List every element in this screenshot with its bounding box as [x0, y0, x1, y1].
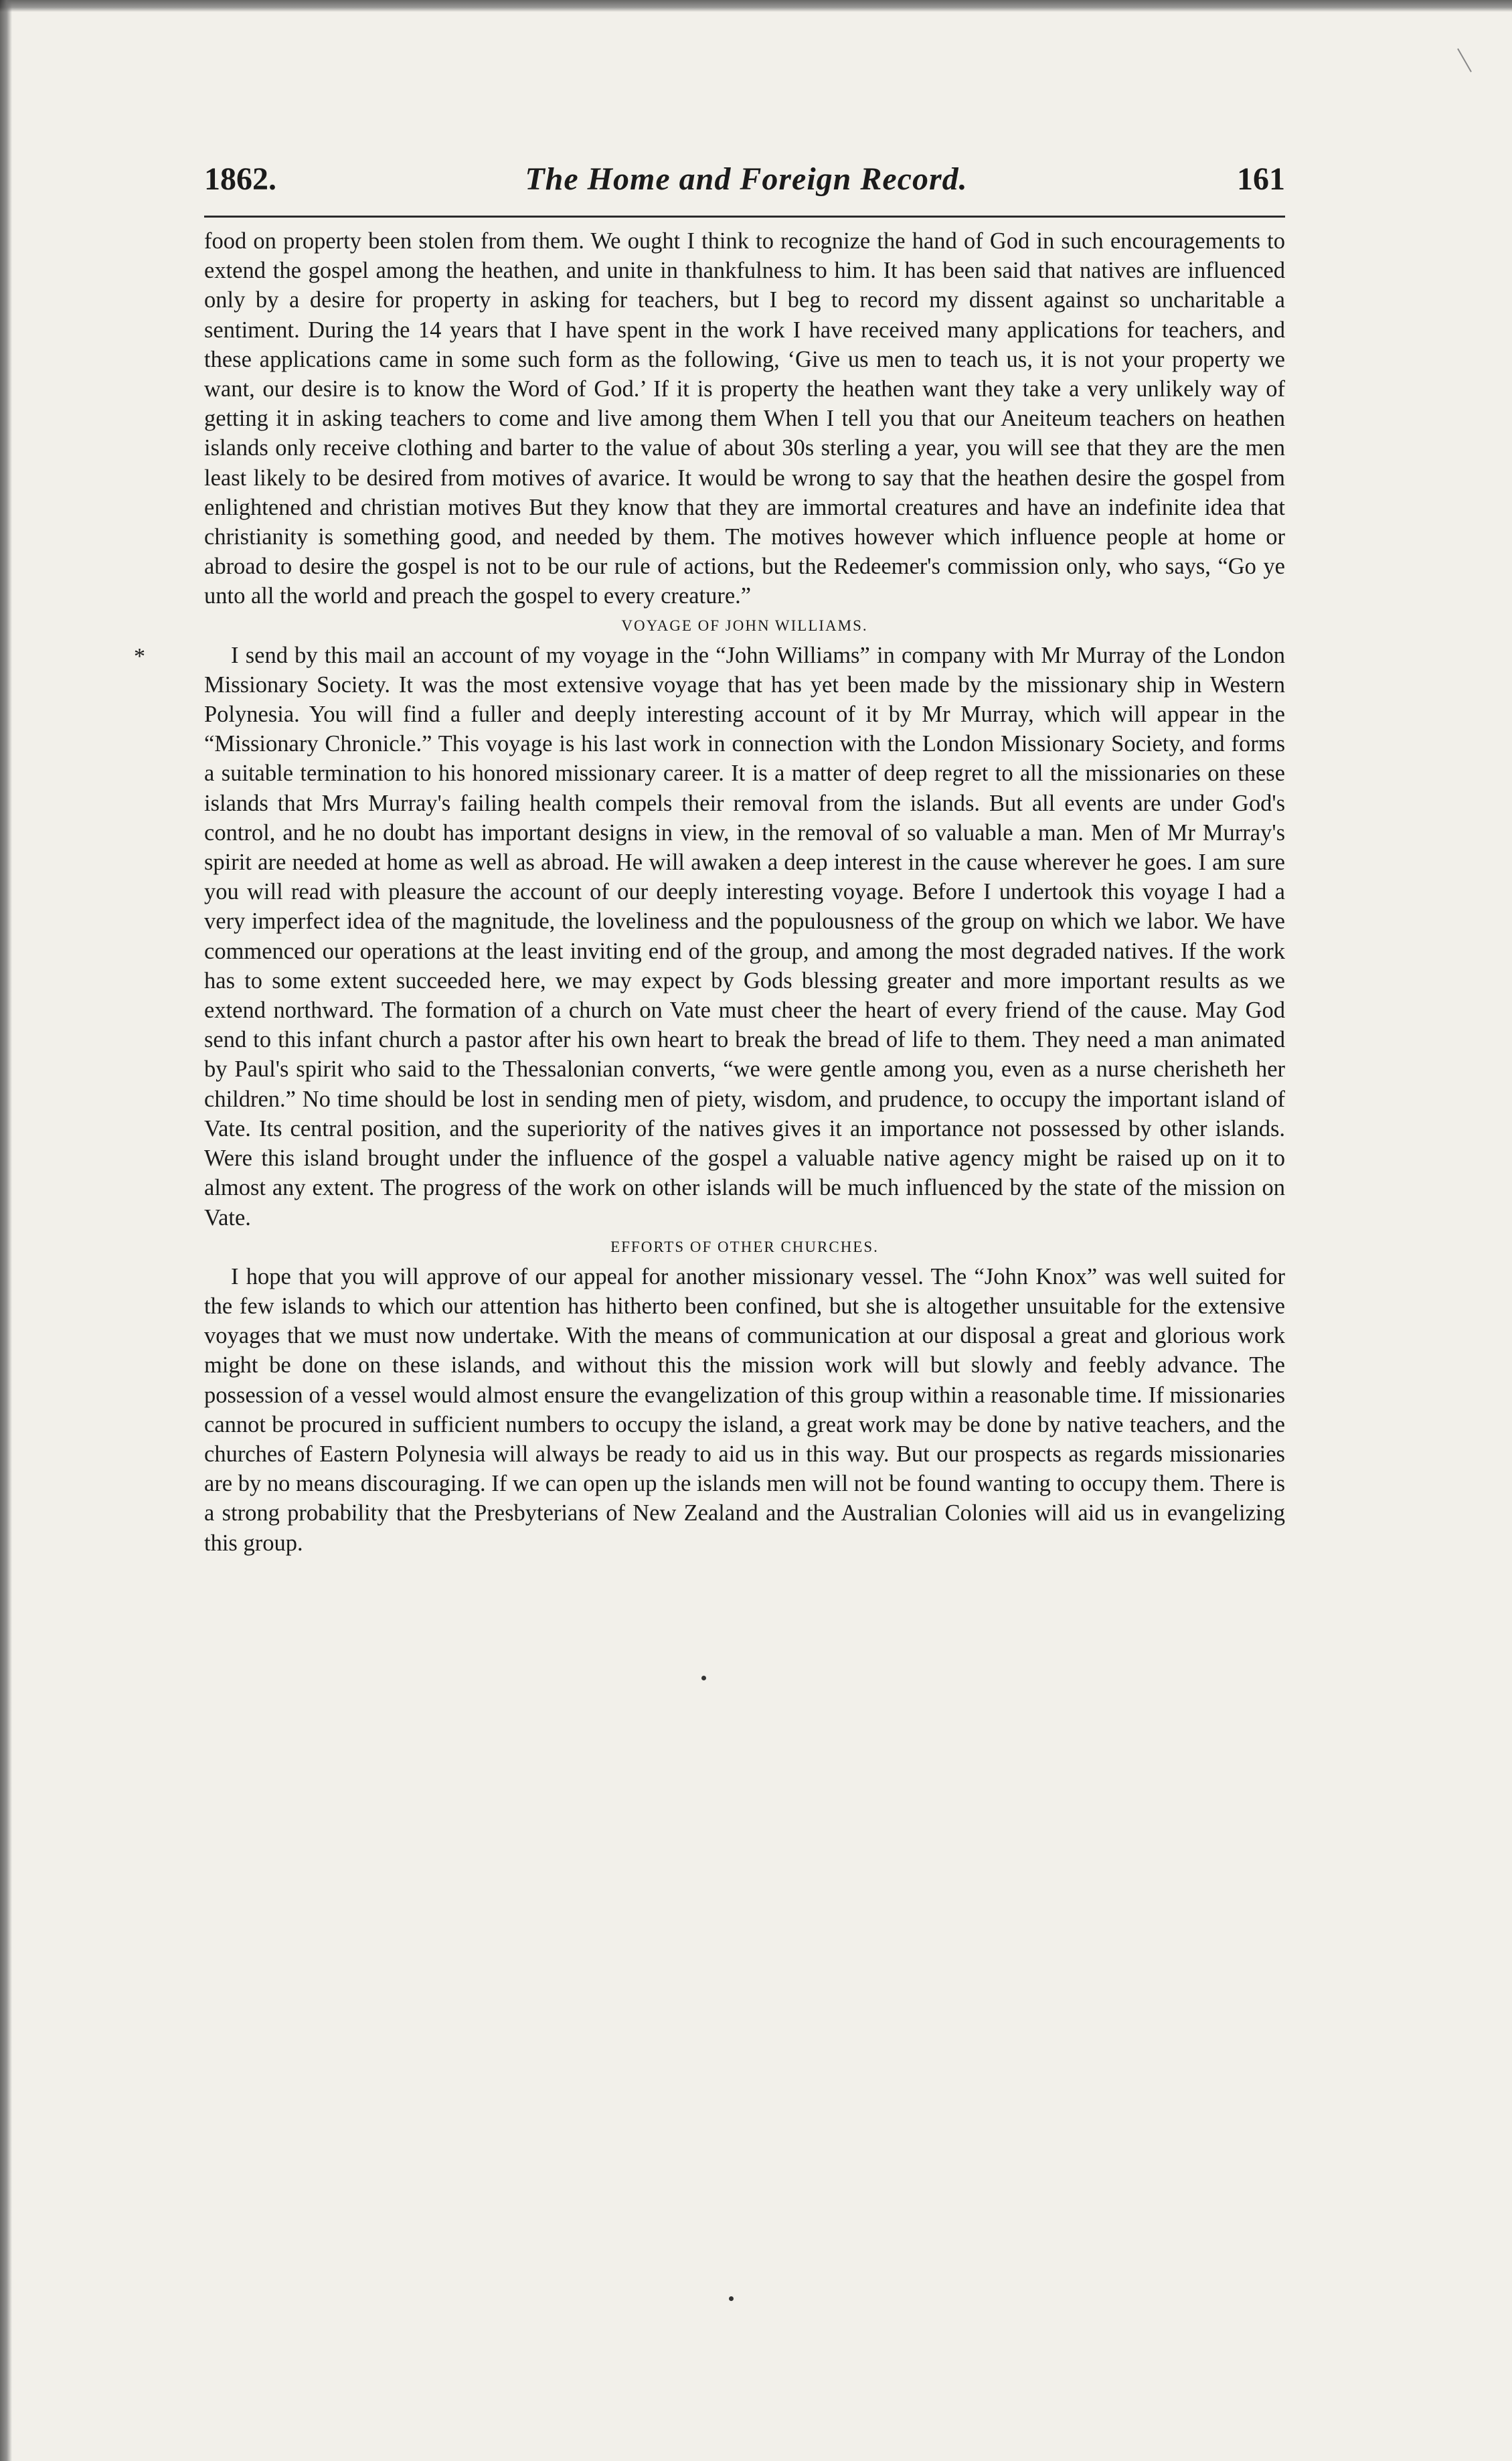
header-rule	[204, 216, 1285, 218]
page-edge-shadow-top	[0, 0, 1512, 12]
header-title: The Home and Foreign Record.	[525, 161, 968, 197]
page-number: 161	[1237, 161, 1285, 197]
scan-mark	[1457, 48, 1472, 72]
paragraph-2: I send by this mail an account of my voyage in the “John Williams” in company with Mr Murray of the London Missionary Society. It was the most extensive voyage that has yet been made by the missionary ship in Western Polynesia. You will find a fuller and deeply interesting account of it by Mr Murray, which will appear in the “Missionary Chronicle.” This voyage is his last work in connection with the London Missionary Society, and forms a suitable termination to his honored missionary career. It is a matter of deep regret to all the missionaries on these islands that Mrs Murray's failing health compels their removal from the islands. But all events are under God's control, and he no doubt has important designs in view, in the removal of so valuable a man. Men of Mr Murray's spirit are needed at home as well as abroad. He will awaken a deep interest in the cause wherever he goes. I am sure you will read with pleasure the account of our deeply interesting voyage. Before I undertook this voyage I had a very imperfect idea of the magnitude, the loveliness and the populousness of the group on which we labor. We have commenced our operations at the least inviting end of the group, and among the most degraded natives. If the work has to some extent succeeded here, we may expect by Gods blessing greater and more important results as we extend northward. The formation of a church on Vate must cheer the heart of every friend of the cause. May God send to this infant church a pastor after his own heart to break the bread of life to them. They need a man animated by Paul's spirit who said to the Thessalonian converts, “we were gentle among you, even as a nurse cherisheth her children.” No time should be lost in sending men of piety, wisdom, and prudence, to occupy the important island of Vate. Its central position, and the superiority of the natives gives it an importance not possessed by other islands. Were this island brought under the influence of the gospel a valuable native agency might be raised up on it to almost any extent. The progress of the work on other islands will be much influenced by the state of the mission on Vate.	[204, 642, 1285, 1230]
section-heading-voyage: VOYAGE OF JOHN WILLIAMS.	[621, 617, 868, 634]
paragraph-3: I hope that you will approve of our appeal for another missionary vessel. The “John Knox” was well suited for the few islands to which our attention has hitherto been confined, but she is altogether unsuitable for the extensive voyages that we must now undertake. With the means of communication at our disposal a great and glorious work might be done on these islands, and without this the mission work will but slowly and feebly advance. The possession of a vessel would almost ensure the evangelization of this group within a reasonable time. If missionaries cannot be procured in sufficient numbers to occupy the island, a great work may be done by native teachers, and the churches of Eastern Polynesia will always be ready to aid us in this way. But our prospects as regards missionaries are by no means discouraging. If we can open up the islands men will not be found wanting to occupy them. There is a strong probability that the Presbyterians of New Zealand and the Australian Colonies will aid us in evangelizing this group.	[204, 1263, 1285, 1556]
section-heading-efforts: EFFORTS OF OTHER CHURCHES.	[610, 1238, 879, 1255]
speck	[729, 2296, 734, 2301]
header-year: 1862.	[204, 161, 276, 197]
text-column	[204, 226, 1285, 1558]
margin-mark: *	[134, 644, 145, 669]
page-edge-shadow-left	[0, 0, 12, 2461]
running-header	[204, 161, 1285, 214]
speck	[701, 1676, 706, 1680]
paragraph-1: food on property been stolen from them. We ought I think to recognize the hand of God in such encouragements to extend the gospel among the heathen, and unite in thankfulness to him. It has been said that natives are influenced only by a desire for property in asking for teachers, but I beg to record my dissent against so uncharitable a sentiment. During the 14 years that I have spent in the work I have received many applications for teachers, and these applications came in some such form as the following, ‘Give us men to teach us, it is not your property we want, our desire is to know the Word of God.’ If it is property the heathen want they take a very unlikely way of getting it in asking teachers to come and live among them When I tell you that our Aneiteum teachers on heathen islands only receive clothing and barter to the value of about 30s sterling a year, you will see that they are the men least likely to be desired from motives of avarice. It would be wrong to say that the heathen desire the gospel from enlightened and christian motives But they know that they are immortal creatures and have an indefinite idea that christianity is something good, and needed by them. The motives however which influence people at home or abroad to desire the gospel is not to be our rule of actions, but the Redeemer's commission only, who says, “Go ye unto all the world and preach the gospel to every creature.”	[204, 228, 1285, 609]
